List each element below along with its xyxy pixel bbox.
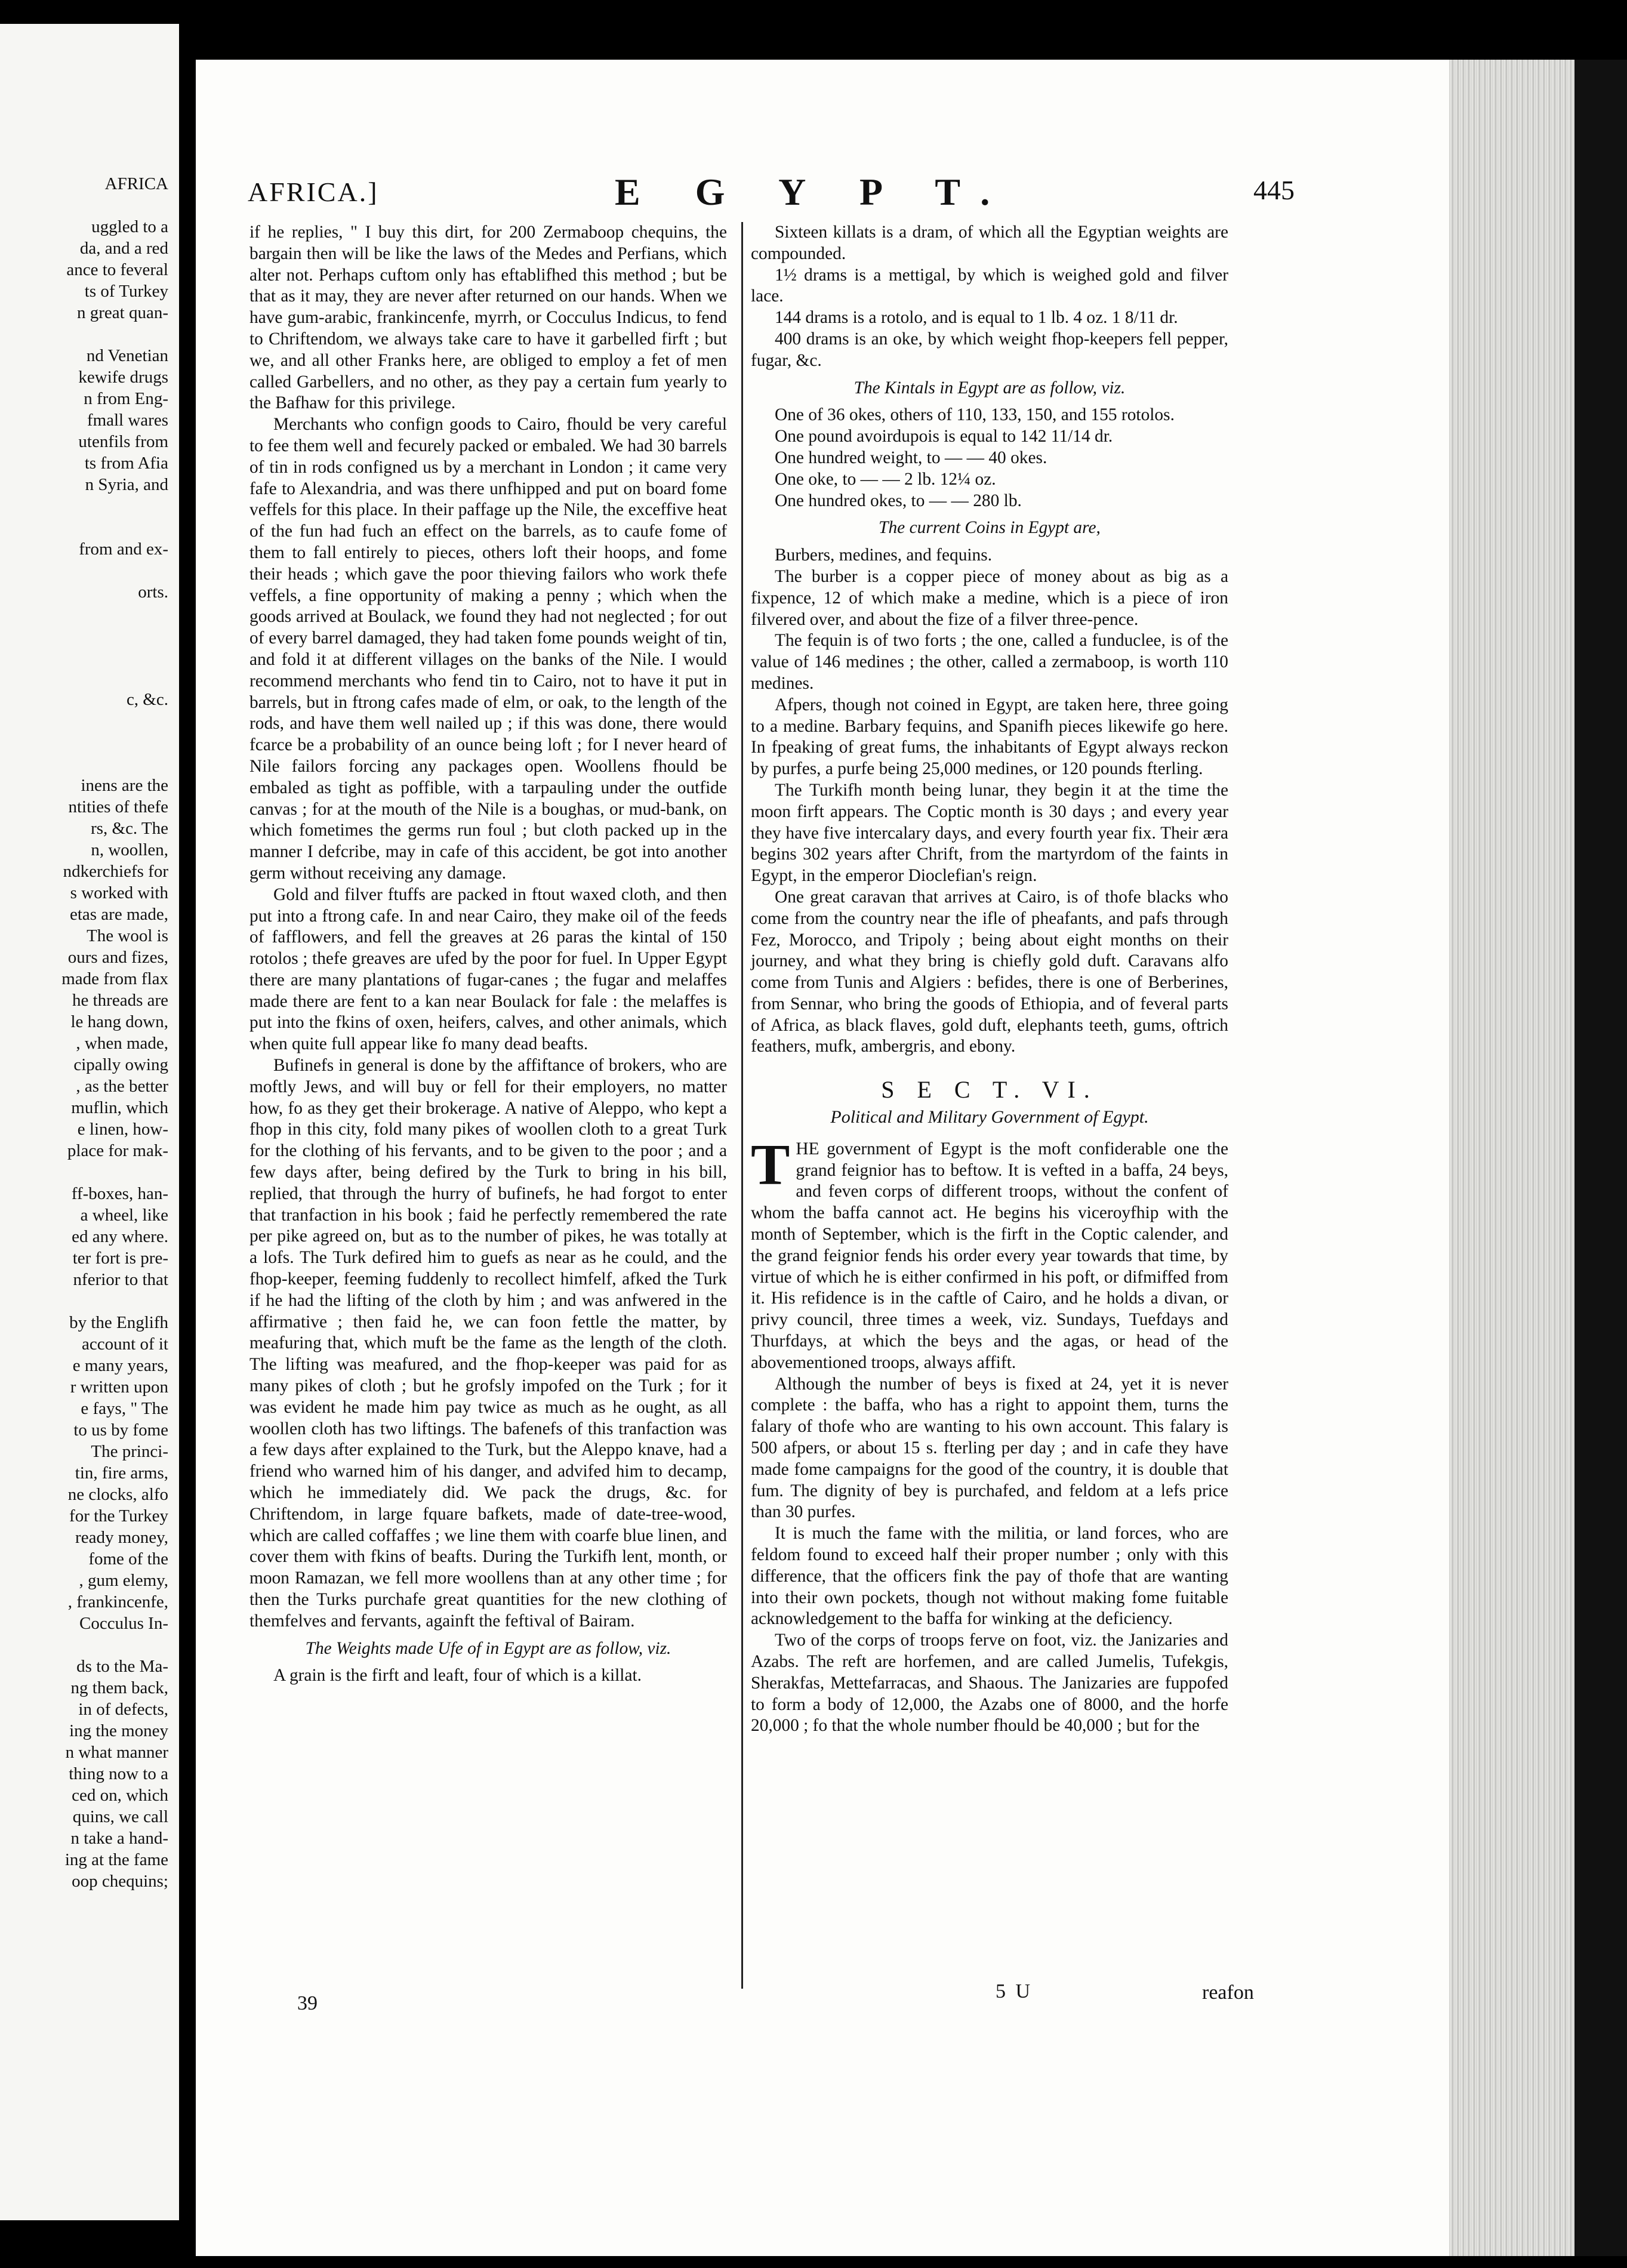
fragment-line: , frankincenfe, [67, 1592, 168, 1611]
right-column [751, 222, 1228, 1737]
left-column [249, 222, 727, 1687]
fragment-line: to us by fome [73, 1420, 168, 1440]
signature-number: 39 [297, 1992, 318, 2014]
section-heading: S E C T. VI. [881, 1076, 1098, 1104]
column-rule [741, 222, 743, 1989]
paragraph: One hundred weight, to — — 40 okes. [775, 448, 1047, 467]
fragment-line: , when made, [76, 1034, 168, 1053]
fragment-line: ready money, [75, 1528, 168, 1547]
fragment-line: fmall wares [87, 411, 168, 430]
fragment-line: The princi- [91, 1442, 168, 1461]
fragment-line: ntities of thefe [68, 797, 168, 816]
fragment-line: AFRICA [104, 174, 168, 193]
fragment-line: ng them back, [70, 1678, 168, 1697]
fragment-line: muflin, which [71, 1098, 168, 1117]
fragment-line: nd Venetian [86, 346, 168, 365]
fragment-line: ed any where. [72, 1227, 168, 1246]
fragment-line: uggled to a [91, 217, 168, 236]
fragment-line: he threads are [72, 991, 168, 1010]
fragment-line: e linen, how- [77, 1120, 168, 1139]
fragment-line: n what manner [65, 1743, 168, 1762]
fragment-line: n take a hand- [70, 1829, 168, 1848]
paragraph: 400 drams is an oke, by which weight fhop-keepers fell pepper, fugar, &c. [751, 329, 1228, 370]
fragment-line: fome of the [88, 1549, 168, 1569]
fragment-line: , gum elemy, [79, 1571, 168, 1590]
fragment-line: ours and fizes, [67, 948, 168, 967]
page-number: 445 [1253, 175, 1295, 205]
fragment-line: s worked with [70, 883, 168, 902]
paragraph: It is much the fame with the militia, or land forces, who are feldom found to exceed half their proper number ; only with this difference, that the officers fink the pay of thofe that are wanting into their own pockets, though not without making fome fuitable acknowledgement to the baffa for winking at the deficiency. [751, 1524, 1228, 1629]
fragment-line: e many years, [72, 1356, 168, 1375]
fragment-line: in of defects, [78, 1700, 168, 1719]
fragment-line: ance to feveral [66, 260, 168, 279]
catchword: reafon [1202, 1982, 1254, 2004]
fragment-line: ter fort is pre- [72, 1249, 168, 1268]
paragraph: The burber is a copper piece of money about as big as a fixpence, 12 of which make a medine, which is a piece of iron filvered over, and about the fize of a filver three-pence. [751, 566, 1228, 629]
book-gutter [179, 0, 196, 2268]
fragment-line: ff-boxes, han- [71, 1184, 168, 1203]
fragment-line: orts. [138, 583, 168, 602]
paragraph: The Turkifh month being lunar, they begin it at the time the moon firft appears. The Coptic month is 30 days ; and every year they have five intercalary days, and every fourth year fix. Their æra begins 302 years after Chrift, from the martyrdom of the faints in Egypt, in the emperor Dioclefian's reign. [751, 780, 1228, 886]
fragment-line: a wheel, like [80, 1206, 168, 1225]
paragraph: Burbers, medines, and fequins. [775, 546, 993, 565]
paragraph: if he replies, " I buy this dirt, for 200 Zermaboop chequins, the bargain then will be like the laws of the Medes and Perfians, which alter not. Perhaps cuftom only has eftablifhed this method ; but be that as it may, they are never after returned on our hands. When we have gum-arabic, frankincenfe, myrrh, or Cocculus Indicus, to fend to Chriftendom, we always take care to have it garbelled firft ; but we, and all other Franks here, are obliged to employ a fet of men called Garbellers, and no other, as they pay a certain fum yearly to the Bafhaw for this privilege. [249, 223, 727, 413]
fragment-line: utenfils from [78, 432, 168, 451]
fragment-line: for the Turkey [69, 1506, 168, 1526]
signature-mark: 5 U [996, 1980, 1033, 2002]
fragment-line: thing now to a [69, 1764, 168, 1783]
paragraph: Bufinefs in general is done by the affiftance of brokers, who are moftly Jews, and will buy or fell for their employers, no matter how, fo as they get their brokerage. A native of Aleppo, who kept a fhop in this city, fold many pikes of woollen cloth to a great Turk for the clothing of his fervants, and to be given to the poor ; and a few days after, being defired by the Turk to bring in his bill, replied, that through the hurry of bufinefs, he had forgot to enter that tranfaction in his book ; faid he perfectly remembered the rate per pike agreed on, but as to the number of pikes, he was totally at a lofs. The Turk defired him to guefs as near as he could, and the fhop-keeper, feeming fuddenly to recollect himfelf, afked the Turk if he had the lifting of the cloth by him ; and was anfwered in the affirmative ; then faid he, we can foon fettle the matter, by meafuring that, which muft be the fame as the length of the cloth. The lifting was meafured, and the fhop-keeper was paid for as many pikes of cloth ; but he grofsly impofed on the Turk ; for it was evident he made him pay twice as much as he ought, as all woollen cloth has two liftings. The bafenefs of this tranfaction was a few days after explained to the Turk, but the Aleppo knave, had a friend who warned him of his danger, and advifed him to decamp, which he immediately did. We pack the drugs, &c. for Chriftendom, in large fquare bafkets, made of date-tree-wood, which are called coffaffes ; we line them with coarfe blue linen, and cover them with fkins of beafts. During the Turkifh lent, month, or moon Ramazan, we fell more woollens than at any other time ; for then the Turks purchafe great quantities for the new clothing of themfelves and fervants, againft the feftival of Bairam. [249, 1056, 727, 1631]
paragraph: Sixteen killats is a dram, of which all the Egyptian weights are compounded. [751, 223, 1228, 263]
section-first-paragraph [751, 1132, 1228, 1374]
fragment-line: n, woollen, [91, 840, 168, 859]
fragment-line: by the Englifh [69, 1313, 168, 1332]
book-edge-shadow [1574, 60, 1627, 2256]
fragment-line: tin, fire arms, [75, 1463, 168, 1483]
fragment-line: n Syria, and [85, 475, 168, 494]
fragment-line: The wool is [87, 926, 168, 945]
fragment-line: c, &c. [126, 690, 168, 709]
paragraph: Gold and filver ftuffs are packed in ftout waxed cloth, and then put into a ftrong cafe. In and near Cairo, they make oil of the feeds of fafflowers, and fell the greaves at 26 paras the kintal of 150 rotolos ; thefe greaves are ufed by the poor for fuel. In Upper Egypt there are many plantations of fugar-canes ; the fugar and melaffes made there are fent to a kan near Boulack for fale : the melaffes is put into the fkins of oxen, heifers, calves, and other animals, which when quite full appear like fo many dead beafts. [249, 885, 727, 1054]
paragraph: Although the number of beys is fixed at 24, yet it is never complete : the baffa, who has a right to appoint them, turns the falary of thofe who are wanting to his own account. This falary is 500 afpers, or about 15 s. fterling per day ; and in cafe they have made fome campaigns for the good of the country, it is double that fum. The dignity of bey is purchafed, and feldom at a lefs price than 30 purfes. [751, 1374, 1228, 1522]
page-title: E G Y P T. [615, 171, 1013, 213]
fragment-line: n from Eng- [84, 389, 168, 408]
running-head: AFRICA.] [248, 177, 379, 207]
paragraph: Afpers, though not coined in Egypt, are taken here, three going to a medine. Barbary fequins, and Spanifh pieces likewife go here. In fpeaking of great fums, the inhabitants of Egypt always reckon by purfes, a purfe being 25,000 medines, or 120 pounds fterling. [751, 695, 1228, 779]
fragment-line: le hang down, [70, 1012, 168, 1031]
paragraph: Two of the corps of troops ferve on foot, viz. the Janizaries and Azabs. The reft are horfemen, and are called Jumelis, Tufekgis, Sherakfas, Mettefarracas, and Shaous. The Janizaries are fuppofed to form a body of 12,000, the Azabs one of 8000, and the horfe 20,000 ; fo that the whole number fhould be 40,000 ; but for the [751, 1631, 1228, 1736]
fragment-line: nferior to that [73, 1270, 168, 1289]
fragment-line: place for mak- [67, 1141, 168, 1160]
fragment-line: inens are the [81, 776, 168, 795]
page-edges [1449, 60, 1574, 2256]
fragment-line: rs, &c. The [91, 819, 168, 838]
paragraph: One great caravan that arrives at Cairo, is of thofe blacks who come from the country near the ifle of pheafants, and pafs through Fez, Morocco, and Tripoly ; being about eight months on their journey, and what they bring is chiefly gold duft. Caravans alfo come from Tunis and Algiers : befides, there is one of Berberines, from Sennar, who bring the goods of Ethiopia, and of feveral parts of Africa, as black flaves, gold duft, elephants teeth, gums, oftrich feathers, mufk, ambergris, and ebony. [751, 887, 1228, 1056]
fragment-line: oop chequins; [72, 1872, 168, 1891]
fragment-line: r written upon [70, 1378, 168, 1397]
fragment-line: quins, we call [72, 1807, 168, 1826]
kintals-heading: The Kintals in Egypt are as follow, viz. [853, 378, 1126, 397]
fragment-line: ced on, which [72, 1786, 168, 1805]
section-subheading: Political and Military Government of Egypt. [830, 1107, 1149, 1127]
fragment-line: ts of Turkey [84, 282, 168, 301]
fragment-line: ne clocks, alfo [67, 1485, 168, 1504]
paragraph: One pound avoirdupois is equal to 142 11/14 dr. [775, 427, 1113, 446]
fragment-line: ds to the Ma- [76, 1657, 168, 1676]
paragraph: A grain is the firft and leaft, four of which is a killat. [273, 1666, 642, 1685]
fragment-line: ing at the fame [64, 1850, 168, 1869]
fragment-line: da, and a red [79, 239, 168, 258]
paragraph: 1½ drams is a mettigal, by which is weighed gold and filver lace. [751, 265, 1228, 306]
fragment-line: from and ex- [79, 540, 168, 559]
fragment-line: n great quan- [77, 303, 168, 322]
paragraph: 144 drams is a rotolo, and is equal to 1 lb. 4 oz. 1 8/11 dr. [775, 308, 1178, 328]
coins-heading: The current Coins in Egypt are, [879, 518, 1101, 538]
fragment-line: e fays, " The [81, 1399, 168, 1418]
paragraph: One of 36 okes, others of 110, 133, 150, and 155 rotolos. [775, 405, 1175, 425]
paragraph-text: HE government of Egypt is the moft confiderable one the grand feignior has to beftow. It is vefted in a baffa, 24 beys, and feven corps of different troops, without the confent of whom the baffa cannot act. He begins his viceroyfhip with the month of September, which is the firft in the Coptic calender, and the grand feignior fends his order every year towards that time, by virtue of which he is either confirmed in his poft, or difmiffed from it. His refidence is in the caftle of Cairo, and he holds a divan, or privy council, three times a week, viz. Sundays, Tuefdays and Thurfdays, at which the beys and the agas, or head of the abovementioned troops, always affift. [751, 1139, 1228, 1372]
fragment-line: kewife drugs [78, 368, 168, 387]
fragment-line: ing the money [69, 1721, 168, 1740]
fragment-line: account of it [82, 1335, 168, 1354]
fragment-line: ndkerchiefs for [63, 862, 168, 881]
fragment-line: etas are made, [69, 905, 168, 924]
drop-cap: T [751, 1132, 790, 1197]
paragraph: Merchants who confign goods to Cairo, fhould be very careful to fee them well and fecurely packed or embaled. We had 30 barrels of tin in rods configned us by a merchant in London ; it came very fafe to Alexandria, and was there unfhipped and put on board fome veffels for this place. In their paffage up the Nile, the exceffive heat of the fun had fuch an effect on the barrels, as to caufe fome of them to fall entirely to pieces, others loft their hoops, and fome their heads ; which gave the poor thieving failors who work thefe veffels, a fine opportunity of making a penny ; which when the goods arrived at Boulack, we found they had not neglected ; for out of every barrel damaged, they had taken fome pounds weight of tin, and fold it at different villages on the banks of the Nile. I would recommend merchants who fend tin to Cairo, not to have it put in barrels, but in ftrong cafes made of elm, or oak, to the length of the rods, and have them well nailed up ; if this was done, there would fcarce be a probability of an ounce being loft ; for I never heard of Nile failors forcing any packages open. Woollens fhould be embaled as tight as poffible, with a tarpauling under the outfide canvas ; for at the mouth of the Nile is a boughas, or mud-bank, on which fometimes the germs run foul ; but cloth packed up in the manner I defcribe, may in cafe of this accident, be got into another germ without receiving any damage. [249, 415, 727, 883]
paragraph: The fequin is of two forts ; the one, called a funduclee, is of the value of 146 medines ; the other, called a zermaboop, is worth 110 medines. [751, 631, 1228, 693]
fragment-line: , as the better [76, 1077, 168, 1096]
fragment-line: cipally owing [73, 1055, 168, 1074]
paragraph: One hundred okes, to — — 280 lb. [775, 491, 1022, 510]
paragraph: One oke, to — — 2 lb. 12¼ oz. [775, 469, 996, 489]
weights-heading: The Weights made Ufe of in Egypt are as follow, viz. [305, 1638, 671, 1658]
previous-page-fragment [0, 24, 179, 2220]
fragment-line: Cocculus In- [79, 1614, 168, 1633]
fragment-line: ts from Afia [84, 454, 168, 473]
fragment-line: made from flax [61, 969, 168, 988]
